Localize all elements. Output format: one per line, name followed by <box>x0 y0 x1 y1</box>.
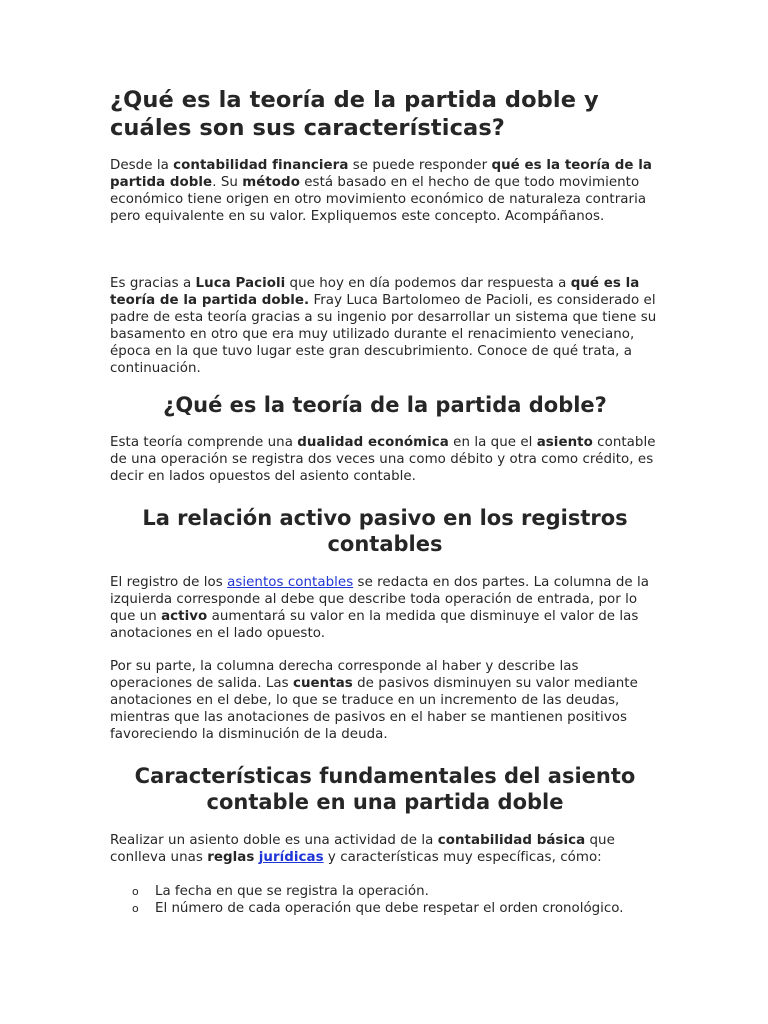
page-title: ¿Qué es la teoría de la partida doble y cuáles son sus características? <box>110 87 599 141</box>
pacioli-bold-term: qué es la teoría de la partida doble. <box>110 276 640 308</box>
caracteristicas-text: y características muy específicas, cómo: <box>323 850 602 865</box>
bullet-circle-icon: o <box>132 902 139 915</box>
pacioli-text: Fray Luca Bartolomeo de Pacioli, es considerado el padre de esta teoría gracias a su ingenio por desarrollar un sistema que tiene su basamento en otro que era muy utilizado durante el renacimiento veneciano, época en la que tuvo lugar este gran descubrimiento. Conoce de qué trata, a continuación. <box>110 293 657 376</box>
intro-text: se puede responder <box>348 158 492 173</box>
teoria-bold-term: asiento <box>536 435 593 450</box>
list-item-text: La fecha en que se registra la operación. <box>155 884 429 899</box>
intro-bold-term: método <box>242 175 300 190</box>
pacioli-paragraph <box>110 275 660 377</box>
pacioli-text: que hoy en día podemos dar respuesta a <box>285 276 571 291</box>
registro-paragraph <box>110 574 660 642</box>
list-item-text: El número de cada operación que debe respetar el orden cronológico. <box>155 901 624 916</box>
intro-text: Desde la <box>110 158 174 173</box>
caracteristicas-list <box>110 883 660 917</box>
teoria-bold-term: dualidad económica <box>297 435 449 450</box>
pasivos-bold-term: cuentas <box>292 676 353 691</box>
teoria-paragraph <box>110 434 660 485</box>
pasivos-text: de pasivos disminuyen su valor mediante anotaciones en el debe, lo que se traduce en un incremento de las deudas, mientras que las anotaciones de pasivos en el haber se mantienen positivos favoreciendo la disminución de la deuda. <box>110 676 638 742</box>
caracteristicas-text: Realizar un asiento doble es una actividad de la <box>110 833 438 848</box>
list-item <box>110 883 660 900</box>
list-item <box>110 900 660 917</box>
section-heading-caracteristicas: Características fundamentales del asiento contable en una partida doble <box>134 764 636 814</box>
section-heading-teoria: ¿Qué es la teoría de la partida doble? <box>163 393 607 417</box>
teoria-text: contable de una operación se registra dos veces una como débito y otra como crédito, es decir en lados opuestos del asiento contable. <box>110 435 656 484</box>
caracteristicas-text: que conlleva unas <box>110 833 615 865</box>
bullet-circle-icon: o <box>132 885 139 898</box>
pasivos-text: Por su parte, la columna derecha corresponde al haber y describe las operaciones de salida. Las <box>110 659 579 691</box>
registro-text: aumentará su valor en la medida que disminuye el valor de las anotaciones en el lado opuesto. <box>110 609 639 641</box>
intro-bold-term: qué es la teoría de la partida doble <box>110 158 652 190</box>
teoria-text: Esta teoría comprende una <box>110 435 298 450</box>
juridicas-link-text: jurídicas <box>258 850 324 865</box>
registro-bold-term: activo <box>161 609 208 624</box>
registro-text: se redacta en dos partes. La columna de la izquierda corresponde al debe que describe toda operación de entrada, por lo que un <box>110 575 650 624</box>
caracteristicas-paragraph <box>110 832 660 866</box>
teoria-text: en la que el <box>448 435 537 450</box>
caracteristicas-bold-term: contabilidad básica <box>437 833 586 848</box>
intro-paragraph <box>110 157 660 225</box>
intro-text: . Su <box>212 175 243 190</box>
intro-bold-term: contabilidad financiera <box>173 158 349 173</box>
asientos-contables-link[interactable]: asientos contables <box>227 575 354 590</box>
caracteristicas-bold-term: reglas <box>207 850 255 865</box>
intro-text: está basado en el hecho de que todo movimiento económico tiene origen en otro movimiento económico de naturaleza contraria pero equivalente en su valor. Expliquemos este concepto. Acompáñanos. <box>110 175 647 224</box>
pacioli-bold-term: Luca Pacioli <box>195 276 286 291</box>
juridicas-link[interactable] <box>259 850 324 865</box>
pacioli-text: Es gracias a <box>110 276 196 291</box>
pasivos-paragraph <box>110 658 660 743</box>
document-page <box>110 86 660 917</box>
registro-text: El registro de los <box>110 575 228 590</box>
section-heading-activo-pasivo: La relación activo pasivo en los registros contables <box>142 506 628 556</box>
